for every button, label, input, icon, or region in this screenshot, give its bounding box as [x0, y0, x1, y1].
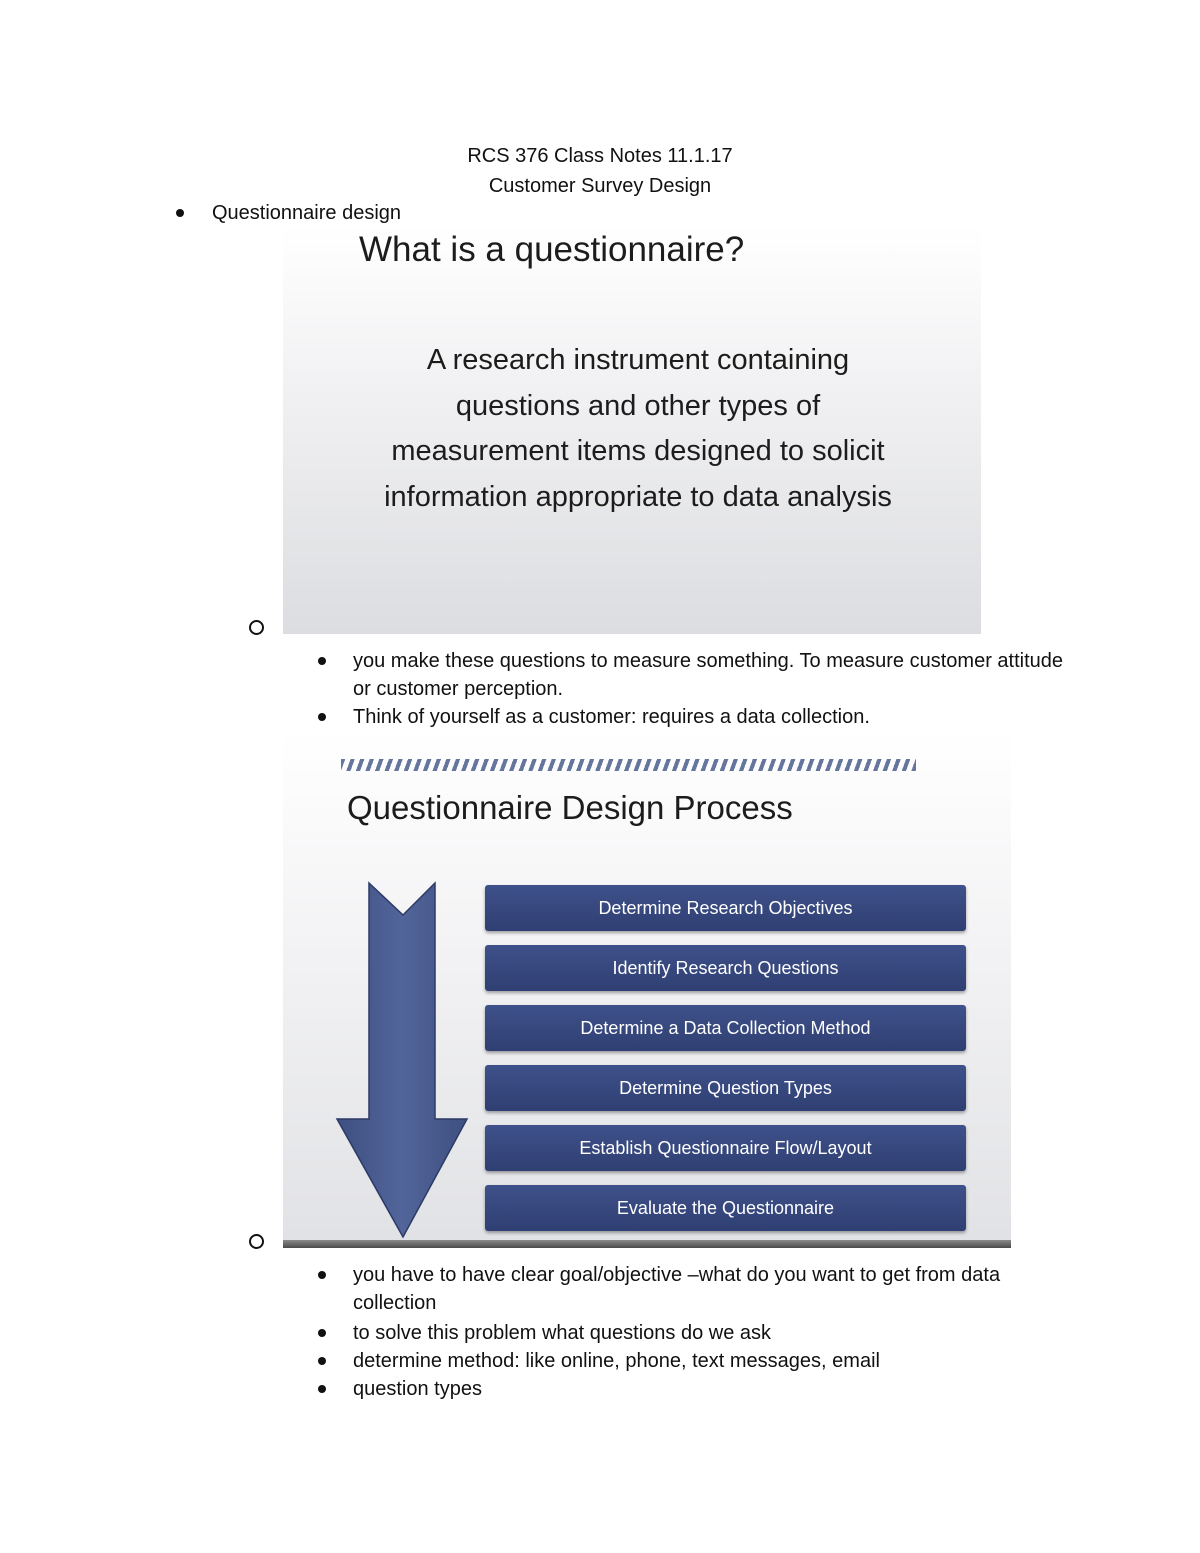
bullet-marker — [318, 1329, 326, 1337]
sub-bullet-circle — [249, 620, 264, 635]
bullet-marker — [318, 1357, 326, 1365]
bullet-marker — [318, 1271, 326, 1279]
down-arrow-icon — [335, 881, 475, 1241]
note-clear-goal: you have to have clear goal/objective –what do you want to get from data collection — [353, 1264, 1001, 1314]
bullet-questionnaire-design: Questionnaire design — [212, 202, 402, 224]
bullet-marker — [176, 209, 184, 217]
note-measure: you make these questions to measure something. To measure customer attitude or customer perception. — [353, 650, 1064, 700]
decorative-hatch-bar — [341, 759, 916, 771]
bullet-marker — [318, 713, 326, 721]
bullet-marker — [318, 1385, 326, 1393]
note-solve-problem: to solve this problem what questions do we ask — [353, 1322, 771, 1344]
note-question-types: question types — [353, 1378, 482, 1400]
slide-what-is-questionnaire — [283, 226, 981, 634]
step-flow-layout: Establish Questionnaire Flow/Layout — [485, 1125, 966, 1171]
bullet-marker — [318, 657, 326, 665]
slide1-title: What is a questionnaire? — [359, 230, 745, 269]
step-determine-objectives: Determine Research Objectives — [485, 885, 966, 931]
slide1-body: A research instrument containing questions and other types of measurement items designed to solicit information appropriate to data analysis — [384, 344, 892, 513]
step-data-collection-method: Determine a Data Collection Method — [485, 1005, 966, 1051]
slide2-title: Questionnaire Design Process — [347, 789, 793, 826]
document-subtitle: Customer Survey Design — [488, 175, 712, 197]
slide-design-process — [283, 731, 1011, 1241]
document-title: RCS 376 Class Notes 11.1.17 — [467, 145, 733, 167]
step-identify-questions: Identify Research Questions — [485, 945, 966, 991]
slide2-bottom-bar — [283, 1240, 1011, 1248]
step-evaluate: Evaluate the Questionnaire — [485, 1185, 966, 1231]
note-determine-method: determine method: like online, phone, text messages, email — [353, 1350, 880, 1372]
note-customer: Think of yourself as a customer: requires a data collection. — [353, 706, 870, 728]
step-question-types: Determine Question Types — [485, 1065, 966, 1111]
sub-bullet-circle — [249, 1234, 264, 1249]
